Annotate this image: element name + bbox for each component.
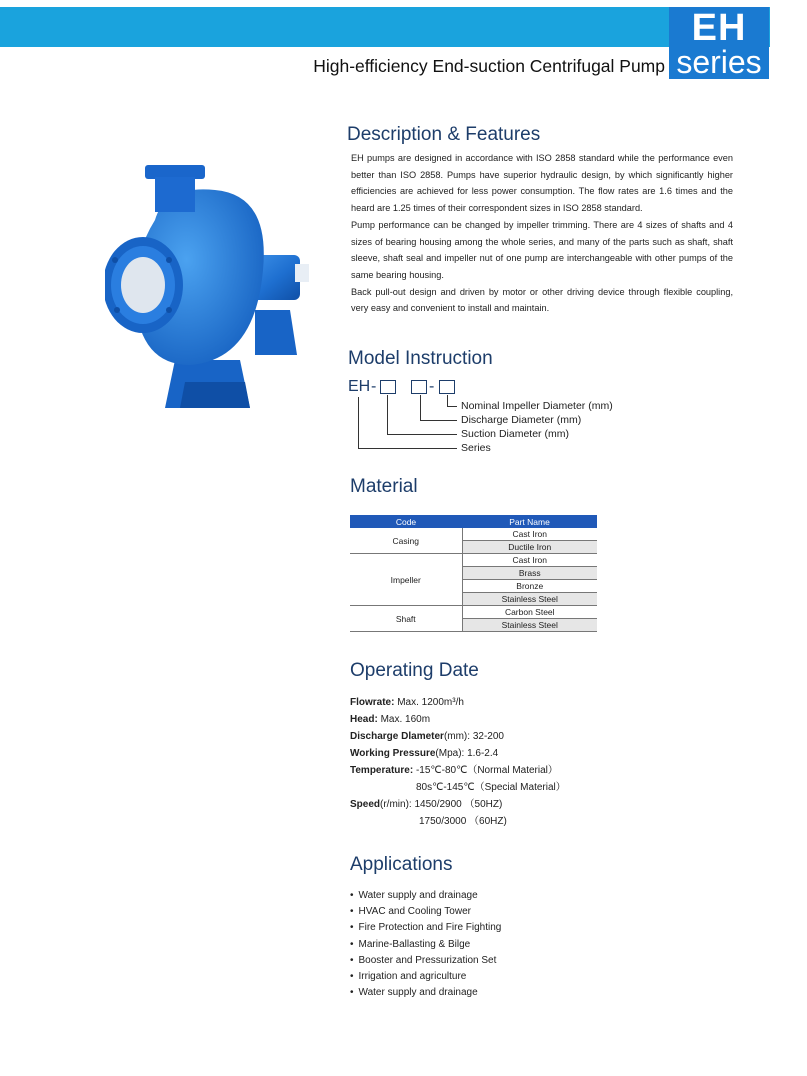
leader-line bbox=[420, 395, 421, 420]
model-label-series: Series bbox=[461, 442, 491, 454]
page-title: High-efficiency End-suction Centrifugal Pump bbox=[313, 56, 665, 76]
pump-image bbox=[105, 160, 320, 420]
model-separator: - bbox=[429, 378, 435, 395]
operating-heading: Operating Date bbox=[350, 660, 479, 681]
leader-line bbox=[358, 397, 359, 448]
list-item: • Booster and Pressurization Set bbox=[350, 953, 501, 969]
table-cell-code: Impeller bbox=[350, 554, 462, 606]
spec-row bbox=[350, 728, 566, 745]
leader-line bbox=[447, 395, 448, 406]
spec-row bbox=[350, 762, 566, 779]
leader-line bbox=[387, 434, 457, 435]
model-prefix: EH bbox=[348, 378, 371, 395]
table-cell-part: Cast Iron bbox=[462, 554, 597, 567]
model-heading: Model Instruction bbox=[348, 348, 493, 369]
list-item: • Water supply and drainage bbox=[350, 888, 501, 904]
table-cell-code: Shaft bbox=[350, 606, 462, 632]
spec-row bbox=[350, 711, 566, 728]
model-box-impeller bbox=[439, 380, 455, 394]
table-cell-part: Bronze bbox=[462, 580, 597, 593]
table-row bbox=[350, 528, 597, 541]
speed-value: (r/min): 1450/2900 （50HZ) bbox=[380, 799, 503, 810]
model-label-discharge: Discharge Diameter (mm) bbox=[461, 414, 582, 426]
discharge-label: Discharge Dlameter bbox=[350, 731, 444, 742]
model-separator: - bbox=[371, 378, 377, 395]
list-item: • HVAC and Cooling Tower bbox=[350, 904, 501, 920]
model-box-suction bbox=[380, 380, 396, 394]
head-label: Head: bbox=[350, 714, 378, 725]
table-cell-part: Carbon Steel bbox=[462, 606, 597, 619]
pressure-label: Working Pressure bbox=[350, 748, 436, 759]
model-label-impeller: Nominal Impeller Diameter (mm) bbox=[461, 400, 613, 412]
list-item: • Fire Protection and Fire Fighting bbox=[350, 920, 501, 936]
speed-value: 1750/3000 （60HZ) bbox=[419, 816, 507, 827]
table-cell-code: Casing bbox=[350, 528, 462, 554]
spec-row bbox=[350, 779, 566, 796]
spec-row bbox=[350, 745, 566, 762]
table-row bbox=[350, 606, 597, 619]
table-header-part: Part Name bbox=[462, 515, 597, 528]
leader-line bbox=[420, 420, 457, 421]
operating-specs bbox=[350, 694, 566, 830]
temperature-label: Temperature: bbox=[350, 765, 414, 776]
leader-line bbox=[447, 406, 457, 407]
list-item: • Irrigation and agriculture bbox=[350, 969, 501, 985]
leader-line bbox=[387, 395, 388, 434]
table-row bbox=[350, 554, 597, 567]
description-heading: Description & Features bbox=[347, 124, 541, 145]
speed-label: Speed bbox=[350, 799, 381, 810]
pressure-value: (Mpa): 1.6-2.4 bbox=[435, 748, 499, 759]
description-paragraph: EH pumps are designed in accordance with ISO 2858 standard while the performance even better than ISO 2858. Pumps have superior hydraulic design, by which significantly higher efficiencies are achieved for less power consumption. The flow rates are 1.6 times and the heard are 1.25 times of their correspondent sizes in ISO 2858 standard. bbox=[351, 153, 733, 214]
spec-row bbox=[350, 813, 566, 830]
table-cell-part: Stainless Steel bbox=[462, 593, 597, 606]
table-cell-part: Cast Iron bbox=[462, 528, 597, 541]
table-cell-part: Ductile Iron bbox=[462, 541, 597, 554]
series-badge bbox=[669, 7, 769, 79]
spec-row bbox=[350, 694, 566, 711]
material-heading: Material bbox=[350, 476, 418, 497]
header-bar bbox=[0, 7, 770, 47]
temperature-value: -15℃-80℃（Normal Material） bbox=[413, 765, 558, 776]
list-item: • Water supply and drainage bbox=[350, 985, 501, 1001]
model-diagram bbox=[348, 378, 648, 464]
applications-heading: Applications bbox=[350, 854, 453, 875]
table-header-code: Code bbox=[350, 515, 462, 528]
description-paragraph: Pump performance can be changed by impeller trimming. There are 4 sizes of shafts and 4 sizes of bearing housing among the whole series, and many of the parts such as shaft, shaft sleeve, shaft seal and impeller nut of one pump are interchangeable with other pumps of the same bearing housing. bbox=[351, 219, 733, 280]
model-box-discharge bbox=[411, 380, 427, 394]
list-item: • Marine-Ballasting & Bilge bbox=[350, 937, 501, 953]
discharge-value: (mm): 32-200 bbox=[443, 731, 504, 742]
flow-value: Max. 1200m³/h bbox=[394, 697, 464, 708]
spec-row bbox=[350, 796, 566, 813]
temperature-value: 80s℃-145℃（Special Material） bbox=[416, 782, 566, 793]
leader-line bbox=[358, 448, 457, 449]
description-body bbox=[351, 150, 733, 317]
table-cell-part: Brass bbox=[462, 567, 597, 580]
badge-series: series bbox=[676, 44, 762, 80]
material-table bbox=[350, 515, 597, 632]
flow-label: Flowrate: bbox=[350, 697, 395, 708]
head-value: Max. 160m bbox=[377, 714, 431, 725]
badge-code: EH bbox=[691, 7, 747, 49]
description-paragraph: Back pull-out design and driven by motor or other driving device through flexible coupling, very easy and convenient to install and maintain. bbox=[351, 286, 733, 314]
model-label-suction: Suction Diameter (mm) bbox=[461, 428, 569, 440]
applications-list bbox=[350, 888, 501, 1001]
table-cell-part: Stainless Steel bbox=[462, 619, 597, 632]
